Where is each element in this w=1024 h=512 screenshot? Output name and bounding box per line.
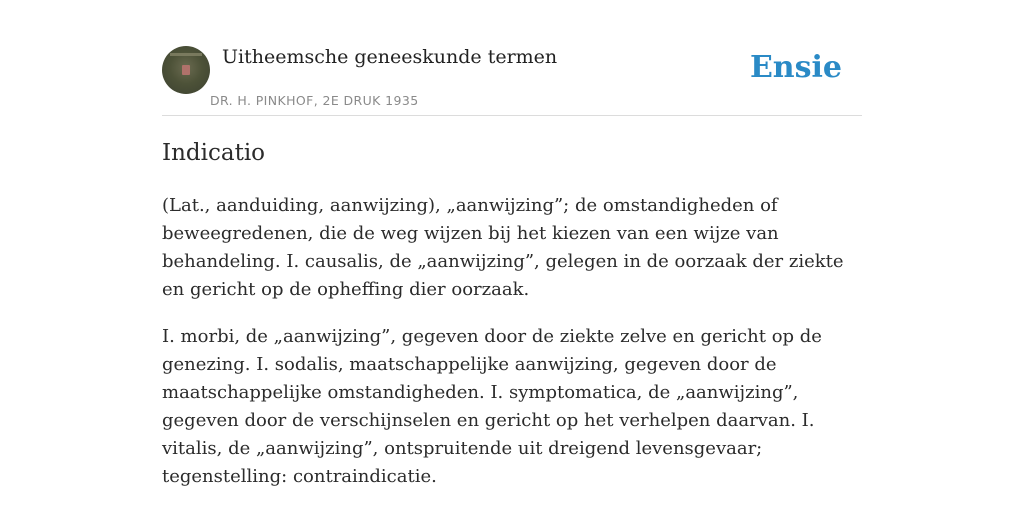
book-cover-band <box>170 53 202 56</box>
brand-logo[interactable]: Ensie <box>749 50 842 85</box>
page-container <box>162 0 862 487</box>
definition-paragraph: I. morbi, de „aanwijzing”, gegeven door de ziekte zelve en gericht op de genezing. I. sodalis, maatschappelijke aanwijzing, gegeven door de maatschappelijke omstandigheden. I. symptomatica, de „aanwijzing”, gegeven door de verschijnselen en gericht op het verhelpen daarvan. I. vitalis, de „aanwijzing”, ontspruitende uit dreigend levensgevaar; tegenstelling: contraindicatie. <box>162 326 822 487</box>
book-cover-image[interactable] <box>162 46 210 94</box>
definition-paragraph: (Lat., aanduiding, aanwijzing), „aanwijzing”; de omstandigheden of beweegredenen, die de weg wijzen bij het kiezen van een wijze van behandeling. I. causalis, de „aanwijzing”, gelegen in de oorzaak der ziekte en gericht op de opheffing dier oorzaak. <box>162 195 844 300</box>
book-author: DR. H. PINKHOF, 2E DRUK 1935 <box>210 93 419 108</box>
book-title-link[interactable]: Uitheemsche geneeskunde termen <box>222 46 558 68</box>
entry-term: Indicatio <box>162 140 266 166</box>
book-cover-label <box>182 65 190 75</box>
entry-definition <box>162 192 862 510</box>
page-header <box>162 0 862 116</box>
